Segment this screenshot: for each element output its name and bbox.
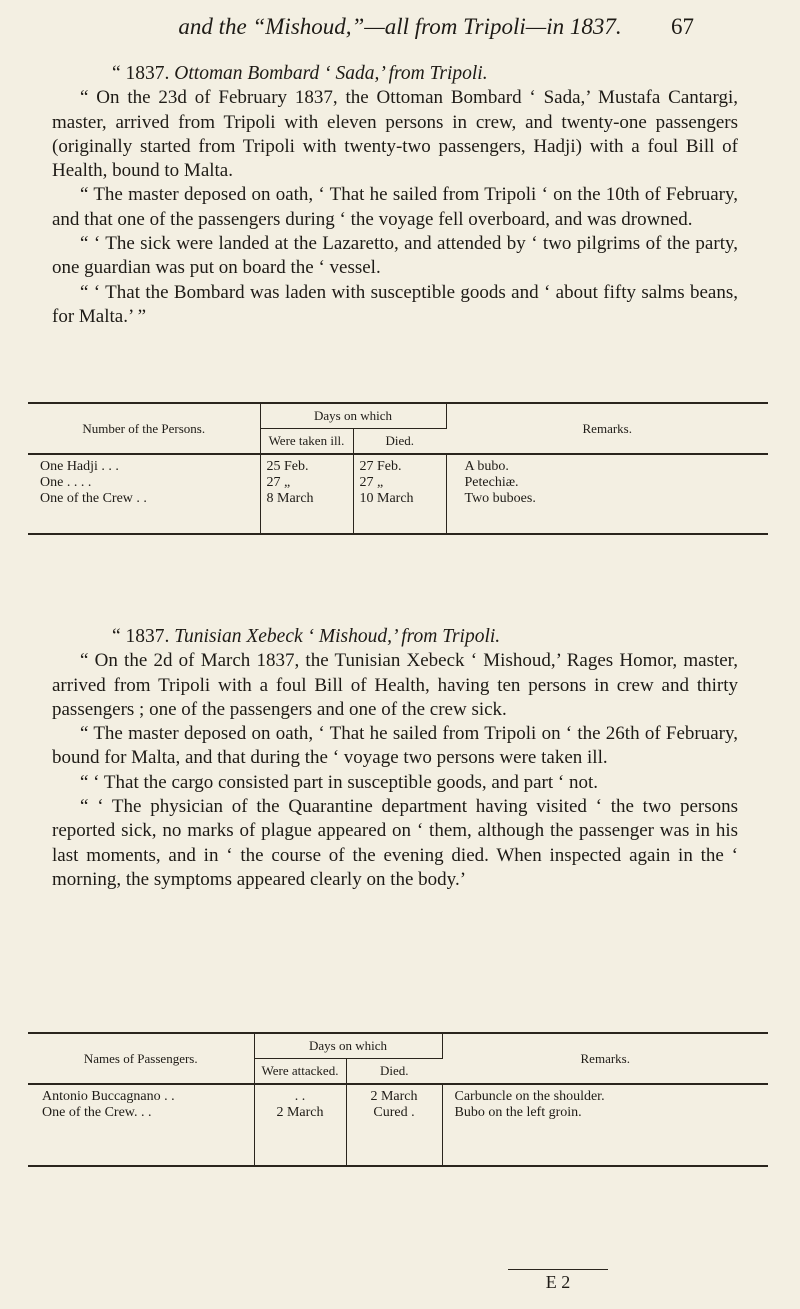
- attacked-cell: [254, 1084, 346, 1166]
- heading-year: “ 1837.: [112, 63, 170, 84]
- table-cell: 10 March: [359, 491, 414, 506]
- running-head-title: and the “Mishoud,”—all from Tripoli—in 1837.: [178, 14, 622, 39]
- section-heading: [52, 62, 738, 86]
- passengers-table: [28, 1032, 768, 1167]
- remarks-cell: [446, 454, 768, 534]
- paragraph: “ On the 2d of March 1837, the Tunisian Xebeck ‘ Mishoud,’ Rages Homor, master, arrived from Tripoli with a foul Bill of Health, having ten persons in crew and thirty passengers ; one of the passengers and one of the crew sick.: [52, 650, 738, 720]
- running-head: [120, 14, 694, 40]
- sick-persons-table: [28, 402, 768, 535]
- header-days: Days on which: [254, 1033, 442, 1059]
- header-died: Died.: [353, 429, 446, 455]
- header-names: Names of Passengers.: [28, 1033, 254, 1084]
- table-cell: 8 March: [266, 491, 314, 506]
- paragraph: “ ‘ The physician of the Quarantine department having visited ‘ the two persons reported sick, no marks of plague appeared on ‘ them, although the passenger was in his last moments, and in ‘ the course of the evening died. When inspected again in the ‘ morning, the symptoms appeared clearly on the body.’: [52, 796, 738, 890]
- table-cell: Carbuncle on the shoulder.: [454, 1089, 605, 1104]
- heading-title: Tunisian Xebeck ‘ Mishoud,’ from Tripoli.: [174, 626, 501, 647]
- section-heading: [52, 625, 738, 649]
- paragraph: “ ‘ The sick were landed at the Lazaretto, and attended by ‘ two pilgrims of the party, one guardian was put on board the ‘ vessel.: [52, 233, 738, 279]
- table-cell: One . . . .: [40, 475, 92, 490]
- signature-mark: E 2: [508, 1269, 608, 1293]
- table-cell: 2 March: [276, 1105, 324, 1120]
- heading-title: Ottoman Bombard ‘ Sada,’ from Tripoli.: [174, 63, 488, 84]
- table-cell: Antonio Buccagnano . .: [42, 1089, 175, 1104]
- paragraph: “ ‘ That the cargo consisted part in susceptible goods, and part ‘ not.: [80, 771, 598, 793]
- taken-cell: [260, 454, 353, 534]
- persons-cell: [28, 454, 260, 534]
- table-cell: 27 „: [266, 475, 291, 490]
- died-cell: [353, 454, 446, 534]
- paragraph: “ The master deposed on oath, ‘ That he sailed from Tripoli on ‘ the 26th of February, bound for Malta, and that during the ‘ voyage two persons were taken ill.: [52, 723, 738, 769]
- header-remarks: Remarks.: [582, 420, 632, 436]
- table-cell: Cured .: [373, 1105, 415, 1120]
- table-cell: 25 Feb.: [266, 459, 309, 474]
- table-cell: One Hadji . . .: [40, 459, 119, 474]
- page-number: 67: [671, 14, 694, 39]
- paragraph: “ The master deposed on oath, ‘ That he sailed from Tripoli ‘ on the 10th of February, and that one of the passengers during ‘ the voyage fell overboard, and was drowned.: [52, 184, 738, 230]
- header-taken-ill: Were taken ill.: [260, 429, 353, 455]
- header-attacked: Were attacked.: [254, 1059, 346, 1085]
- heading-year: “ 1837.: [112, 626, 170, 647]
- names-cell: [28, 1084, 254, 1166]
- table-cell: One of the Crew . .: [40, 491, 147, 506]
- table-cell: Petechiæ.: [464, 475, 519, 490]
- table-cell: A bubo.: [464, 459, 509, 474]
- table-cell: 27 „: [359, 475, 384, 490]
- header-persons: Number of the Persons.: [28, 403, 260, 454]
- header-remarks: Remarks.: [580, 1050, 630, 1066]
- died-cell: [346, 1084, 442, 1166]
- section-tunisian-xebeck: [52, 625, 738, 892]
- paragraph: “ ‘ That the Bombard was laden with susceptible goods and ‘ about fifty salms beans, for Malta.’ ”: [52, 281, 738, 327]
- table-cell: Two buboes.: [464, 491, 536, 506]
- section-ottoman-bombard: [52, 62, 738, 329]
- table-cell: Bubo on the left groin.: [454, 1105, 582, 1120]
- table-cell: . .: [294, 1089, 306, 1104]
- table-cell: 27 Feb.: [359, 459, 402, 474]
- header-died: Died.: [346, 1059, 442, 1085]
- paragraph: “ On the 23d of February 1837, the Ottoman Bombard ‘ Sada,’ Mustafa Cantargi, master, arrived from Tripoli with eleven persons in crew, and twenty-one passengers (originally started from Tripoli with twenty-two passengers, Hadji) with a foul Bill of Health, bound to Malta.: [52, 87, 738, 182]
- header-days: Days on which: [260, 403, 446, 429]
- remarks-cell: [442, 1084, 768, 1166]
- table-cell: 2 March: [370, 1089, 418, 1104]
- table-cell: One of the Crew. . .: [42, 1105, 152, 1120]
